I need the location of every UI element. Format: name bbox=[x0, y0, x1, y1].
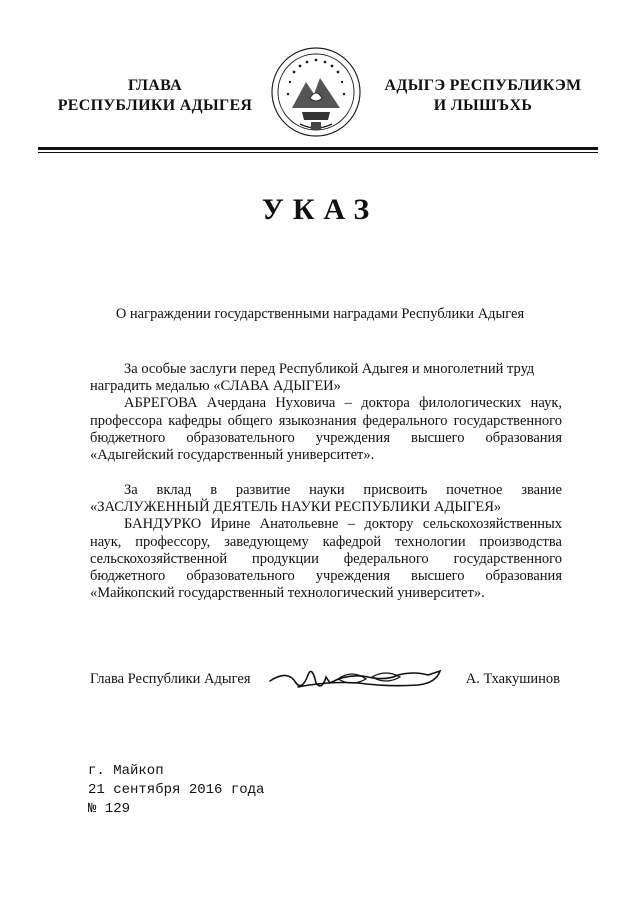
issue-details bbox=[88, 762, 264, 819]
signatory-name: А. Тхакушинов bbox=[465, 671, 560, 687]
issue-city: г. Майкоп bbox=[88, 763, 164, 779]
header-rule-thick bbox=[38, 147, 598, 150]
issuer-line1: ГЛАВА bbox=[128, 77, 182, 94]
issuer-ady-line1: АДЫГЭ РЕСПУБЛИКЭМ bbox=[384, 77, 582, 94]
section2-paragraph: БАНДУРКО Ирине Анатольевне – доктору сельскохозяйственных наук, профессору, заведующему кафедрой технологии производства сельскохозяйственной продукции федерального государственного бюджетного образовательного учреждения высшего образования «Майкопский государственный технологический университет». bbox=[90, 516, 562, 602]
issuer-block-ru bbox=[40, 76, 270, 116]
coat-of-arms-icon bbox=[270, 42, 362, 142]
issuer-ady-line2: И ЛЫШЪХЬ bbox=[433, 97, 533, 114]
issue-number: № 129 bbox=[88, 801, 131, 817]
header-rule-thin bbox=[38, 152, 598, 153]
issuer-block-ady bbox=[368, 76, 598, 116]
handwritten-signature bbox=[268, 661, 448, 698]
section2-line1: За вклад в развитие науки присвоить почетное звание bbox=[124, 482, 562, 498]
signatory-position: Глава Республики Адыгея bbox=[90, 671, 251, 687]
document-title: УКАЗ bbox=[261, 193, 379, 226]
issue-date: 21 сентября 2016 года bbox=[88, 782, 265, 798]
section1-line1: За особые заслуги перед Республикой Адыгея и многолетний труд bbox=[124, 361, 535, 377]
section-1 bbox=[90, 361, 562, 464]
section-2 bbox=[90, 482, 562, 602]
document-subject: О награждении государственными наградами Республики Адыгея bbox=[115, 306, 525, 322]
section1-paragraph: АБРЕГОВА Ачердана Нуховича – доктора филологических наук, профессора кафедры общего языкознания федерального государственного бюджетного образовательного учреждения высшего образования «Адыгейский государственный университет». bbox=[90, 395, 562, 464]
section1-line2: наградить медалью «СЛАВА АДЫГЕИ» bbox=[90, 378, 341, 395]
issuer-line2: РЕСПУБЛИКИ АДЫГЕЯ bbox=[57, 97, 253, 114]
section2-line2: «ЗАСЛУЖЕННЫЙ ДЕЯТЕЛЬ НАУКИ РЕСПУБЛИКИ АДЫГЕЯ» bbox=[90, 499, 502, 516]
